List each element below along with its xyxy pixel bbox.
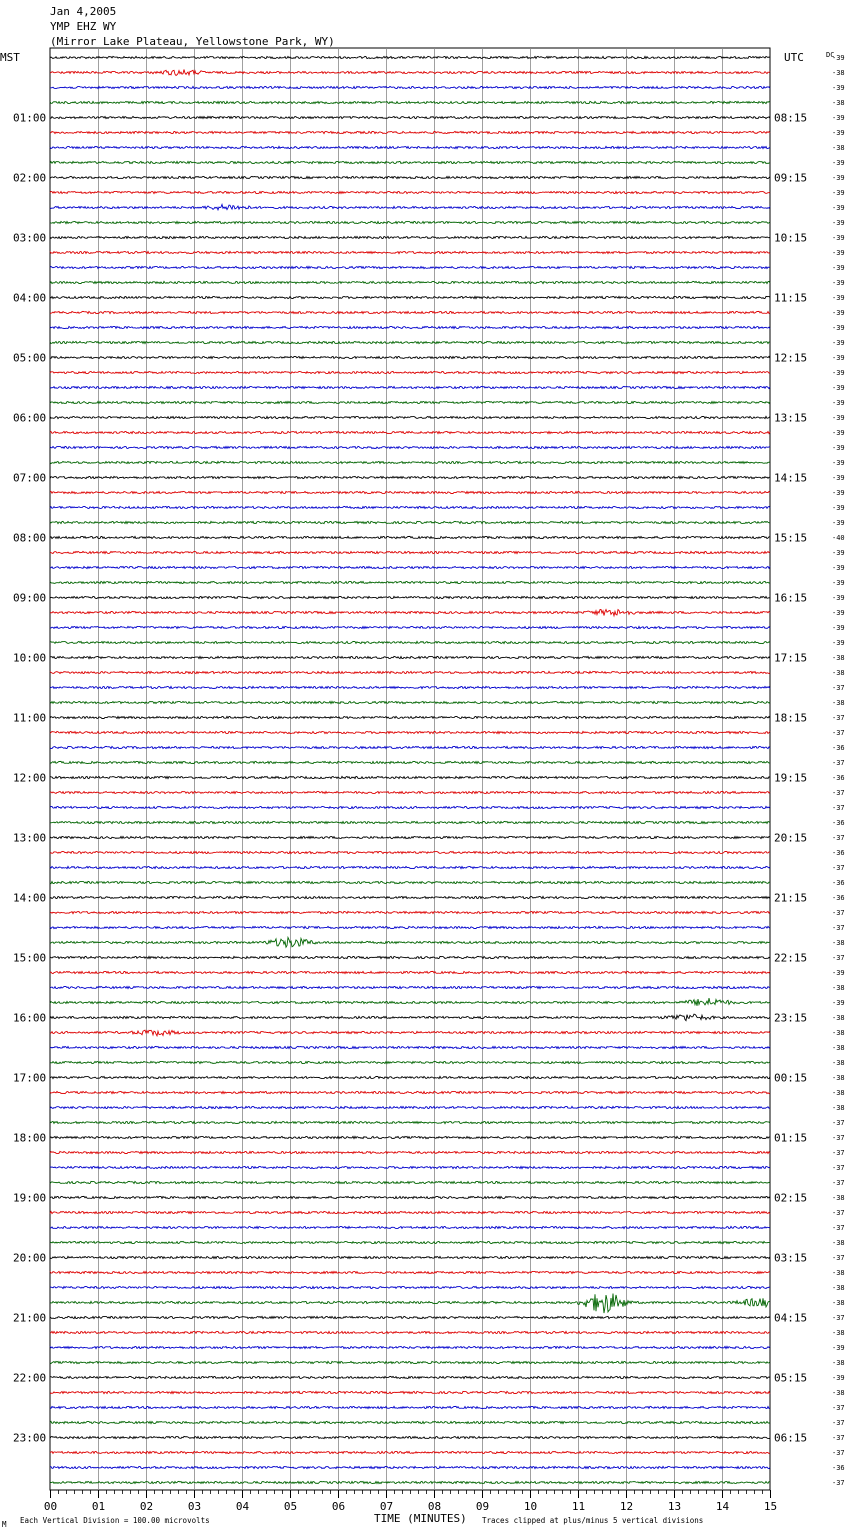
- dc-offset-label: -39: [832, 1374, 845, 1382]
- dc-offset-label: -36: [832, 819, 845, 827]
- trace-line: [50, 281, 770, 283]
- trace-line: [50, 446, 770, 448]
- dc-offset-label: -39: [832, 519, 845, 527]
- x-tick-label: 00: [43, 1500, 58, 1513]
- trace-line: [50, 746, 770, 748]
- grid-lines: [50, 48, 771, 1498]
- hour-label-utc: 00:15: [774, 1071, 808, 1085]
- trace-line: [50, 491, 770, 493]
- hour-label-utc: 22:15: [774, 951, 808, 965]
- hour-label-mst: 08:00: [13, 531, 47, 545]
- scale-note: Each Vertical Division = 100.00 microvolts: [20, 1516, 210, 1525]
- hour-label-utc: 06:15: [774, 1431, 808, 1445]
- hour-label-utc: 23:15: [774, 1011, 808, 1025]
- dc-offset-label: -37: [832, 1449, 845, 1457]
- trace-line: [50, 266, 770, 268]
- trace-line: [50, 101, 770, 103]
- trace-line: [50, 1376, 770, 1378]
- dc-offset-label: -36: [832, 774, 845, 782]
- trace-line: [50, 1406, 770, 1408]
- dc-offset-label: -39: [832, 414, 845, 422]
- trace-line: [50, 1091, 770, 1093]
- dc-offset-label: -38: [832, 939, 845, 947]
- dc-offset-label: -39: [832, 264, 845, 272]
- trace-line: [50, 1196, 770, 1198]
- dc-offset-label: -38: [832, 1059, 845, 1067]
- dc-offset-label: -36: [832, 1464, 845, 1472]
- trace-line: [50, 938, 770, 948]
- dc-offset-label: -37: [832, 1419, 845, 1427]
- dc-offset-label: -39: [832, 489, 845, 497]
- hour-label-mst: 18:00: [13, 1131, 47, 1145]
- hour-label-utc: 02:15: [774, 1191, 808, 1205]
- dc-offset-label: -38: [832, 1029, 845, 1037]
- trace-line: [50, 1181, 770, 1183]
- dc-offset-label: -38: [832, 1104, 845, 1112]
- dc-offset-label: -39: [832, 129, 845, 137]
- dc-offset-label: -36: [832, 849, 845, 857]
- trace-line: [50, 1166, 770, 1168]
- hour-label-mst: 03:00: [13, 231, 47, 245]
- trace-line: [50, 1271, 770, 1273]
- dc-offset-label: -39: [832, 624, 845, 632]
- hour-label-utc: 10:15: [774, 231, 808, 245]
- trace-line: [50, 311, 770, 313]
- trace-line: [50, 971, 770, 973]
- utc-zone-label: UTC: [784, 51, 804, 64]
- dc-offset-label: -39: [832, 594, 845, 602]
- trace-line: [50, 296, 770, 298]
- x-tick-label: 07: [379, 1500, 394, 1513]
- plot-frame: [50, 48, 770, 1490]
- hour-label-mst: 23:00: [13, 1431, 47, 1445]
- dc-offset-label: -39: [832, 114, 845, 122]
- trace-line: [50, 1076, 770, 1078]
- hour-label-utc: 13:15: [774, 411, 808, 425]
- dc-offset-label: -37: [832, 954, 845, 962]
- x-tick-label: 11: [571, 1500, 586, 1513]
- hour-label-mst: 19:00: [13, 1191, 47, 1205]
- hour-label-mst: 10:00: [13, 651, 47, 665]
- trace-line: [50, 1136, 770, 1138]
- dc-offset-label: -39: [832, 459, 845, 467]
- dc-offset-label: -36: [832, 879, 845, 887]
- trace-line: [50, 386, 770, 388]
- x-tick-label: 14: [715, 1500, 730, 1513]
- dc-offset-label: -37: [832, 1149, 845, 1157]
- dc-offset-label: -37: [832, 789, 845, 797]
- dc-offset-label: -38: [832, 144, 845, 152]
- trace-line: [50, 1121, 770, 1123]
- hour-label-utc: 20:15: [774, 831, 808, 845]
- dc-offset-label: -39: [832, 324, 845, 332]
- trace-line: [50, 1466, 770, 1468]
- dc-offset-label: -38: [832, 1269, 845, 1277]
- trace-line: [50, 806, 770, 808]
- trace-line: [50, 566, 770, 568]
- trace-line: [50, 221, 770, 223]
- dc-offset-label: -36: [832, 894, 845, 902]
- dc-offset-label: -39: [832, 234, 845, 242]
- trace-line: [50, 1151, 770, 1153]
- trace-line: [50, 116, 770, 118]
- trace-line: [50, 1286, 770, 1288]
- trace-line: [50, 341, 770, 343]
- dc-offset-label: -38: [832, 1014, 845, 1022]
- trace-line: [50, 866, 770, 868]
- dc-offset-label: -39: [832, 309, 845, 317]
- trace-line: [50, 998, 770, 1006]
- dc-offset-label: -37: [832, 1134, 845, 1142]
- dc-offset-label: -37: [832, 759, 845, 767]
- hour-label-mst: 13:00: [13, 831, 47, 845]
- dc-offset-label: -37: [832, 1254, 845, 1262]
- trace-line: [50, 1030, 770, 1036]
- trace-line: [50, 956, 770, 958]
- dc-offset-label: -39: [832, 159, 845, 167]
- hour-label-utc: 01:15: [774, 1131, 808, 1145]
- dc-offset-label: -39: [832, 339, 845, 347]
- dc-offset-label: -39: [832, 609, 845, 617]
- trace-line: [50, 836, 770, 838]
- hour-label-utc: 16:15: [774, 591, 808, 605]
- trace-line: [50, 551, 770, 553]
- dc-offset-label: -38: [832, 1089, 845, 1097]
- dc-offset-label: -39: [832, 639, 845, 647]
- hour-label-mst: 12:00: [13, 771, 47, 785]
- trace-line: [50, 1436, 770, 1438]
- trace-line: [50, 911, 770, 913]
- hour-label-utc: 08:15: [774, 111, 808, 125]
- dc-offset-label: -39: [832, 54, 845, 62]
- trace-line: [50, 326, 770, 328]
- dc-offset-label: -39: [832, 204, 845, 212]
- x-tick-label: 09: [475, 1500, 490, 1513]
- dc-offset-label: -39: [832, 504, 845, 512]
- x-tick-label: 05: [283, 1500, 298, 1513]
- hour-label-mst: 20:00: [13, 1251, 47, 1265]
- trace-line: [50, 791, 770, 793]
- hour-label-mst: 11:00: [13, 711, 47, 725]
- dc-offset-label: -39: [832, 399, 845, 407]
- trace-line: [50, 701, 770, 703]
- dc-offset-label: -39: [832, 279, 845, 287]
- hour-label-mst: 06:00: [13, 411, 47, 425]
- dc-offset-label: -37: [832, 1164, 845, 1172]
- hour-label-mst: 09:00: [13, 591, 47, 605]
- trace-line: [50, 761, 770, 763]
- dc-offset-label: -37: [832, 1209, 845, 1217]
- dc-offset-label: -37: [832, 909, 845, 917]
- x-tick-label: 02: [139, 1500, 154, 1513]
- trace-line: [50, 609, 770, 615]
- trace-line: [50, 1106, 770, 1108]
- hour-label-utc: 14:15: [774, 471, 808, 485]
- trace-line: [50, 251, 770, 253]
- trace-line: [50, 416, 770, 418]
- x-tick-label: 06: [331, 1500, 346, 1513]
- trace-line: [50, 1211, 770, 1213]
- dc-offset-label: -38: [832, 69, 845, 77]
- dc-offset-label: -39: [832, 384, 845, 392]
- mst-zone-label: MST: [0, 51, 20, 64]
- hour-label-utc: 19:15: [774, 771, 808, 785]
- dc-offset-label: -38: [832, 1284, 845, 1292]
- trace-line: [50, 1014, 770, 1020]
- dc-offset-label: -38: [832, 1359, 845, 1367]
- dc-offset-label: -39: [832, 1344, 845, 1352]
- station-code: YMP EHZ WY: [50, 20, 117, 33]
- trace-line: [50, 731, 770, 733]
- dc-offset-label: -39: [832, 354, 845, 362]
- dc-header-label: DC: [826, 51, 835, 59]
- dc-offset-label: -39: [832, 474, 845, 482]
- corner-mark: M: [2, 1520, 7, 1529]
- dc-offset-label: -37: [832, 834, 845, 842]
- dc-offset-label: -38: [832, 1239, 845, 1247]
- hour-label-utc: 18:15: [774, 711, 808, 725]
- trace-line: [50, 626, 770, 628]
- dc-offset-label: -39: [832, 294, 845, 302]
- x-tick-label: 12: [619, 1500, 634, 1513]
- trace-line: [50, 656, 770, 658]
- trace-line: [50, 1061, 770, 1063]
- hour-label-mst: 02:00: [13, 171, 47, 185]
- dc-offset-label: -39: [832, 564, 845, 572]
- trace-line: [50, 236, 770, 238]
- trace-line: [50, 506, 770, 508]
- trace-line: [50, 476, 770, 478]
- dc-offset-label: -38: [832, 984, 845, 992]
- trace-line: [50, 131, 770, 133]
- trace-line: [50, 896, 770, 898]
- dc-offset-label: -37: [832, 684, 845, 692]
- trace-line: [50, 69, 770, 75]
- hour-label-utc: 17:15: [774, 651, 808, 665]
- trace-line: [50, 596, 770, 598]
- trace-line: [50, 204, 770, 209]
- trace-line: [50, 431, 770, 433]
- dc-offset-label: -37: [832, 714, 845, 722]
- dc-offset-label: -38: [832, 1074, 845, 1082]
- station-location: (Mirror Lake Plateau, Yellowstone Park, WY): [50, 35, 335, 48]
- trace-line: [50, 1451, 770, 1453]
- trace-line: [50, 1481, 770, 1483]
- trace-line: [50, 56, 770, 58]
- x-tick-label: 08: [427, 1500, 442, 1513]
- recording-date: Jan 4,2005: [50, 5, 117, 18]
- dc-offset-label: -38: [832, 1389, 845, 1397]
- trace-line: [50, 1046, 770, 1048]
- x-tick-label: 04: [235, 1500, 250, 1513]
- hour-label-mst: 07:00: [13, 471, 47, 485]
- hour-label-mst: 01:00: [13, 111, 47, 125]
- trace-line: [50, 1361, 770, 1363]
- trace-line: [50, 146, 770, 148]
- dc-offset-label: -39: [832, 84, 845, 92]
- dc-offset-label: -38: [832, 669, 845, 677]
- dc-offset-label: -37: [832, 1434, 845, 1442]
- dc-offset-label: -39: [832, 369, 845, 377]
- x-tick-label: 13: [667, 1500, 682, 1513]
- trace-line: [50, 1391, 770, 1393]
- trace-line: [50, 176, 770, 178]
- dc-offset-label: -38: [832, 99, 845, 107]
- trace-line: [50, 821, 770, 823]
- trace-line: [50, 1316, 770, 1318]
- x-axis-title: TIME (MINUTES): [374, 1512, 467, 1525]
- dc-offset-label: -39: [832, 219, 845, 227]
- dc-offset-label: -36: [832, 744, 845, 752]
- hour-label-utc: 11:15: [774, 291, 808, 305]
- dc-offset-label: -39: [832, 549, 845, 557]
- dc-offset-label: -37: [832, 1179, 845, 1187]
- hour-label-mst: 14:00: [13, 891, 47, 905]
- trace-line: [50, 536, 770, 538]
- trace-line: [50, 926, 770, 928]
- trace-line: [50, 671, 770, 673]
- trace-line: [50, 776, 770, 778]
- trace-group: [50, 56, 770, 1483]
- dc-offset-label: -39: [832, 969, 845, 977]
- dc-offset-label: -37: [832, 1314, 845, 1322]
- trace-line: [50, 851, 770, 853]
- trace-line: [50, 401, 770, 403]
- dc-offset-label: -39: [832, 189, 845, 197]
- dc-offset-label: -38: [832, 1044, 845, 1052]
- label-group: [13, 54, 845, 1513]
- hour-label-utc: 12:15: [774, 351, 808, 365]
- trace-line: [50, 1421, 770, 1423]
- x-tick-label: 03: [187, 1500, 202, 1513]
- trace-line: [50, 1241, 770, 1243]
- dc-offset-label: -38: [832, 654, 845, 662]
- hour-label-utc: 21:15: [774, 891, 808, 905]
- trace-line: [50, 1331, 770, 1333]
- trace-line: [50, 86, 770, 88]
- dc-offset-label: -39: [832, 249, 845, 257]
- trace-line: [50, 371, 770, 373]
- trace-line: [50, 716, 770, 718]
- trace-line: [50, 686, 770, 688]
- dc-offset-label: -37: [832, 1479, 845, 1487]
- hour-label-utc: 03:15: [774, 1251, 808, 1265]
- x-tick-label: 01: [91, 1500, 106, 1513]
- trace-line: [50, 461, 770, 463]
- trace-line: [50, 881, 770, 883]
- dc-offset-label: -39: [832, 444, 845, 452]
- trace-line: [50, 581, 770, 583]
- hour-label-mst: 16:00: [13, 1011, 47, 1025]
- hour-label-utc: 09:15: [774, 171, 808, 185]
- dc-offset-label: -37: [832, 1404, 845, 1412]
- hour-label-mst: 21:00: [13, 1311, 47, 1325]
- x-tick-label: 15: [763, 1500, 778, 1513]
- hour-label-mst: 15:00: [13, 951, 47, 965]
- dc-offset-label: -37: [832, 804, 845, 812]
- x-tick-label: 10: [523, 1500, 538, 1513]
- hour-label-mst: 04:00: [13, 291, 47, 305]
- hour-label-utc: 05:15: [774, 1371, 808, 1385]
- dc-offset-label: -39: [832, 579, 845, 587]
- trace-line: [50, 191, 770, 193]
- dc-offset-label: -38: [832, 1299, 845, 1307]
- trace-line: [50, 1226, 770, 1228]
- hour-label-mst: 05:00: [13, 351, 47, 365]
- dc-offset-label: -40: [832, 534, 845, 542]
- dc-offset-label: -39: [832, 999, 845, 1007]
- dc-offset-label: -37: [832, 729, 845, 737]
- dc-offset-label: -39: [832, 174, 845, 182]
- dc-offset-label: -38: [832, 699, 845, 707]
- dc-offset-label: -38: [832, 1194, 845, 1202]
- trace-line: [50, 356, 770, 358]
- trace-line: [50, 521, 770, 523]
- dc-offset-label: -38: [832, 1329, 845, 1337]
- hour-label-utc: 15:15: [774, 531, 808, 545]
- clip-note: Traces clipped at plus/minus 5 vertical divisions: [482, 1516, 704, 1525]
- hour-label-mst: 17:00: [13, 1071, 47, 1085]
- dc-offset-label: -37: [832, 1119, 845, 1127]
- trace-line: [50, 641, 770, 643]
- trace-line: [50, 161, 770, 163]
- dc-offset-label: -37: [832, 924, 845, 932]
- trace-line: [50, 1346, 770, 1348]
- dc-offset-label: -39: [832, 429, 845, 437]
- dc-offset-label: -37: [832, 1224, 845, 1232]
- hour-label-mst: 22:00: [13, 1371, 47, 1385]
- hour-label-utc: 04:15: [774, 1311, 808, 1325]
- trace-line: [50, 986, 770, 988]
- dc-offset-label: -37: [832, 864, 845, 872]
- trace-line: [50, 1256, 770, 1258]
- trace-line: [50, 1294, 770, 1313]
